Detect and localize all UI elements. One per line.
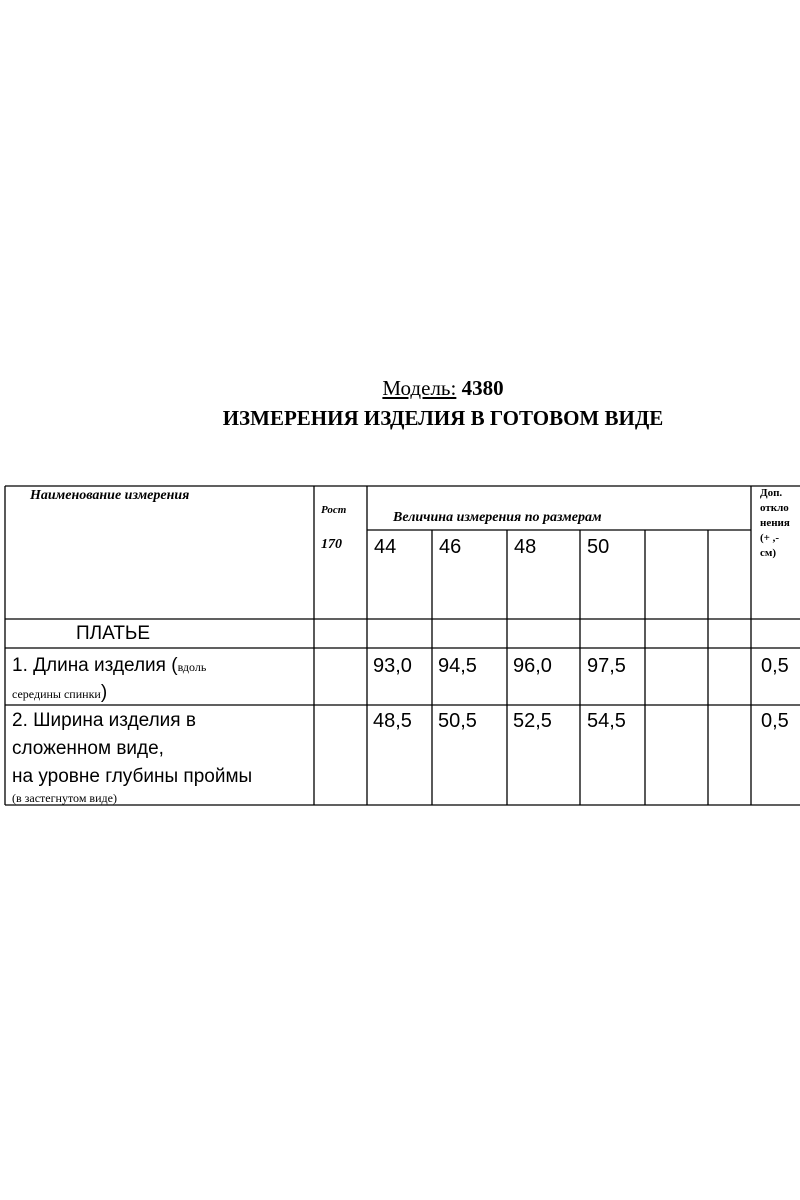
size-46: 46: [439, 536, 462, 558]
size-44: 44: [374, 536, 397, 558]
row-2-label-line3: на уровне глубины проймы: [12, 766, 253, 787]
row-1-value-44: 93,0: [373, 655, 412, 677]
row-1-label-small: вдоль: [177, 660, 207, 674]
row-1-label-line2-close: ): [100, 682, 108, 703]
row-1-label-line2: [12, 680, 107, 707]
header-height: Рост: [321, 504, 347, 516]
model-number: 4380: [461, 376, 504, 400]
height-value: 170: [321, 537, 342, 552]
tolerance-line: откло: [760, 502, 789, 514]
header-tolerance: [760, 486, 790, 561]
section-label: ПЛАТЬЕ: [76, 623, 151, 644]
row-1-label: [12, 653, 206, 680]
row-1-value-46: 94,5: [438, 655, 477, 677]
header-measurement-name: Наименование измерения: [30, 488, 190, 503]
row-2-value-44: 48,5: [373, 710, 412, 732]
size-50: 50: [587, 536, 610, 558]
row-1-tolerance: 0,5: [761, 655, 789, 677]
tolerance-line: (+ ,-: [760, 532, 780, 544]
document-title: ИЗМЕРЕНИЯ ИЗДЕЛИЯ В ГОТОВОМ ВИДЕ: [222, 406, 664, 430]
row-1-label-main: 1. Длина изделия (: [12, 655, 178, 676]
row-2-note: (в застегнутом виде): [12, 791, 117, 805]
row-2-label-line2: сложенном виде,: [12, 738, 164, 759]
row-2-value-46: 50,5: [438, 710, 477, 732]
header-size-values: Величина измерения по размерам: [393, 510, 602, 525]
row-2-value-50: 54,5: [587, 710, 626, 732]
tolerance-line: нения: [760, 517, 790, 529]
row-2-tolerance: 0,5: [761, 710, 789, 732]
model-label: Модель:: [382, 376, 457, 400]
row-1-value-50: 97,5: [587, 655, 626, 677]
tolerance-line: см): [760, 547, 777, 559]
size-48: 48: [514, 536, 537, 558]
row-2-label: 2. Ширина изделия в: [12, 710, 196, 731]
row-1-value-48: 96,0: [513, 655, 552, 677]
row-1-label-line2-text: середины спинки: [12, 687, 101, 701]
tolerance-line: Доп.: [760, 487, 783, 499]
row-2-value-48: 52,5: [513, 710, 552, 732]
